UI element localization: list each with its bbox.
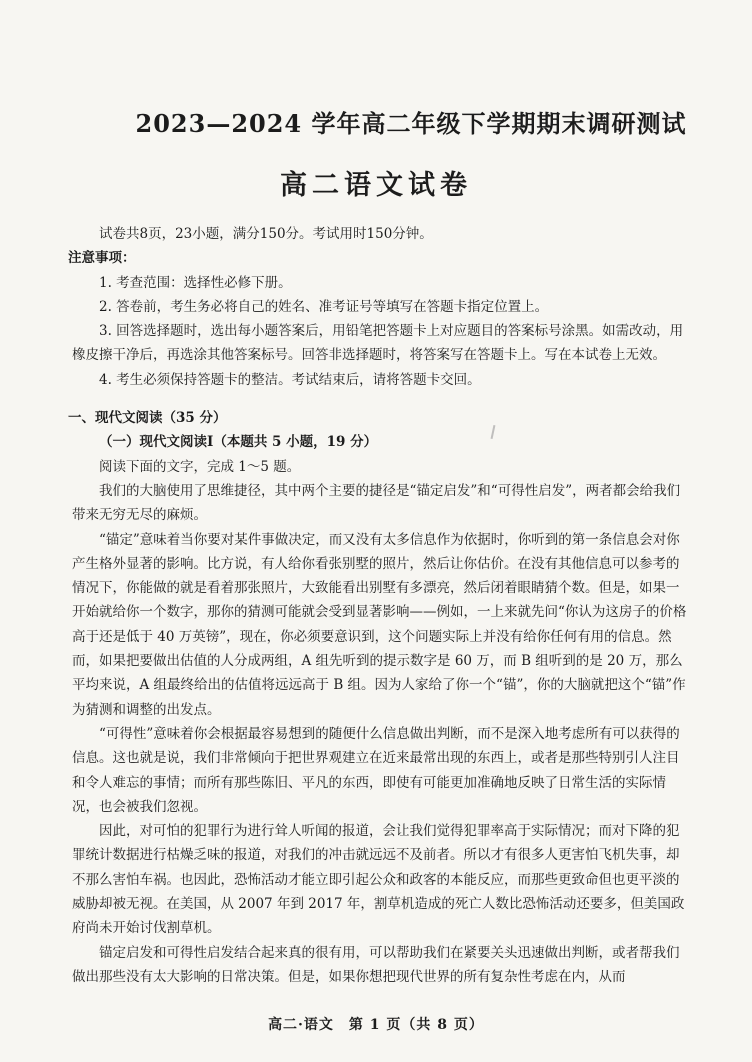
reading-instruction: 阅读下面的文字，完成 1～5 题。 — [99, 458, 301, 475]
passage-paragraph: 因此，对可怕的犯罪行为进行耸人听闻的报道，会让我们觉得犯罪率高于实际情况；而对下降的犯罪统计数据进行枯燥乏味的报道，对我们的冲击就远远不及前者。所以才有很多人更害怕飞机失事，却不那么害怕车祸。也因此，恐怖活动才能立即引起公众和政客的本能反应，而那些更致命但也更平淡的威胁却被无视。在美国，从 2007 年到 2017 年，割草机造成的死亡人数比恐怖活动还要多，但美国政府尚未开始讨伐割草机。 — [72, 823, 685, 937]
passage-paragraph: 我们的大脑使用了思维捷径，其中两个主要的捷径是“锚定启发”和“可得性启发”，两者都会给我们带来无穷无尽的麻烦。 — [72, 482, 681, 524]
page-footer: 高二·语文 第 1 页（共 8 页） — [268, 1017, 484, 1033]
note-item: 3. 回答选择题时，选出每小题答案后，用铅笔把答题卡上对应题目的答案标号涂黑。如需改动，用橡皮擦干净后，再选涂其他答案标号。回答非选择题时，将答案写在答题卡上。写在本试卷上无效。 — [72, 323, 684, 364]
paper-subtitle: 高二语文试卷 — [280, 170, 472, 201]
passage-paragraph: “可得性”意味着你会根据最容易想到的随便什么信息做出判断，而不是深入地考虑所有可以获得的信息。这也就是说，我们非常倾向于把世界观建立在近来最常出现的东西上，或者是那些特别引人注目和令人难忘的事情；而所有那些陈旧、平凡的东西，即使有可能更加准确地反映了日常生活的实际情况，也会被我们忽视。 — [72, 725, 680, 815]
note-item: 1. 考查范围：选择性必修下册。 — [99, 274, 292, 291]
page-body — [68, 222, 692, 989]
note-item: 4. 考生必须保持答题卡的整洁。考试结束后，请将答题卡交回。 — [99, 371, 481, 388]
notes-heading: 注意事项： — [68, 250, 136, 267]
passage-paragraph: 锚定启发和可得性启发结合起来真的很有用，可以帮助我们在紧要关头迅速做出判断，或者帮我们做出那些没有太大影响的日常决策。但是，如果你想把现代世界的所有复杂性考虑在内，从而 — [72, 944, 680, 985]
subsection-heading: （一）现代文阅读Ⅰ（本题共 5 小题，19 分） — [99, 434, 378, 451]
note-item: 2. 答卷前，考生务必将自己的姓名、准考证号等填写在答题卡指定位置上。 — [99, 298, 549, 315]
passage-paragraph: “锚定”意味着当你要对某件事做决定，而又没有太多信息作为依据时，你听到的第一条信息会对你产生格外显著的影响。比方说，有人给你看张别墅的照片，然后让你估价。在没有其他信息可以参考的情况下，你能做的就是看着那张照片，大致能看出别墅有多漂亮，然后闭着眼睛猜个数。但是，如果一开始就给你一个数字，那你的猜测可能就会受到显著影响——例如，一上来就先问“你认为这房子的价格高于还是低于 40 万英镑”，现在，你必须要意识到，这个问题实际上并没有给你任何有用的信息。然而，如果把要做出估值的人分成两组，A 组先听到的提示数字是 60 万，而 B 组听到的是 20 万，那么平均来说，A 组最终给出的估值将远远高于 B 组。因为人家给了你一个“锚”，你的大脑就把这个“锚”作为猜测和调整的出发点。 — [72, 531, 687, 718]
exam-title: 2023—2024 学年高二年级下学期期末调研测试 — [135, 109, 687, 138]
section-heading: 一、现代文阅读（35 分） — [68, 410, 227, 427]
exam-intro: 试卷共8页，23小题，满分150分。考试用时150分钟。 — [99, 226, 433, 242]
